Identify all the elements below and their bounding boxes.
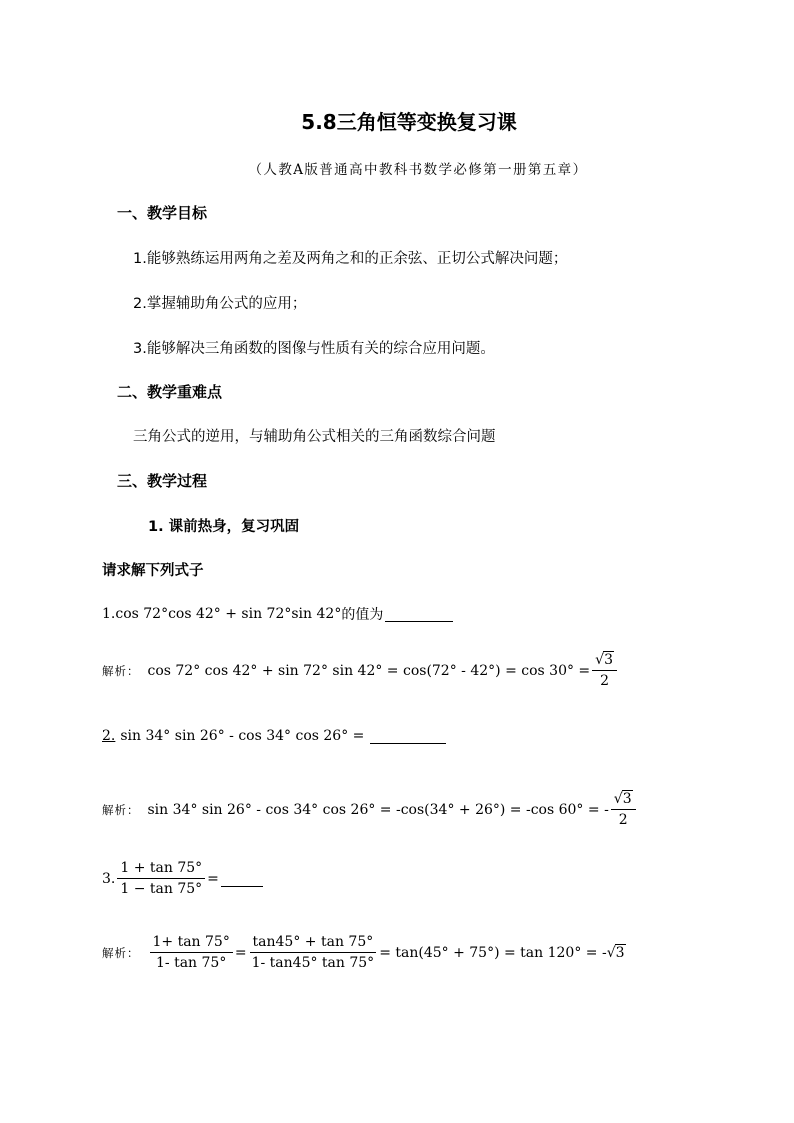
problem-expression: cos 72°cos 42° + sin 72°sin 42° [115,606,342,622]
solution-3 [102,934,626,971]
answer-blank[interactable] [385,606,453,622]
objective-item: 2.掌握辅助角公式的应用； [133,296,307,312]
solution-label: 解析： [102,663,140,678]
problem-fraction: $\frac{1 + \tan 75^\circ}{1 - \tan 75^\circ}$ [117,860,205,897]
exercise-prompt: 请求解下列式子 [102,563,204,579]
objective-item: 3.能够解决三角函数的图像与性质有关的综合应用问题。 [133,341,495,357]
subsection-heading: 1. 课前热身，复习巩固 [148,519,300,535]
solution-fraction-2: $\frac{\tan 45^\circ + \tan 75^\circ}{1- \tan 45^\circ \tan 75^\circ}$ [249,934,378,971]
solution-label: 解析： [102,945,140,960]
solution-tail: = tan(45° + 75°) = tan 120° = - [379,944,607,961]
problem-number: 2. [102,728,116,744]
objective-item: 1.能够熟练运用两角之差及两角之和的正余弦、正切公式解决问题； [133,251,568,267]
problem-1 [102,604,453,624]
problem-number: 3. [102,870,116,887]
solution-1 [102,652,619,689]
sqrt-symbol: √3 [606,944,625,961]
problem-suffix: 的值为 [341,607,384,623]
problem-number: 1. [102,606,116,622]
document-title: 5.8三角恒等变换复习课 [301,110,517,134]
answer-blank[interactable] [221,871,263,887]
problem-expression: sin 34° sin 26° - cos 34° cos 26° = [120,728,365,744]
solution-fraction: $\frac{√3}{2}$ [611,791,636,828]
solution-fraction: $\frac{√3}{2}$ [592,652,617,689]
sqrt-symbol: √3 [613,791,632,807]
key-points-text: 三角公式的逆用，与辅助角公式相关的三角函数综合问题 [133,429,496,445]
solution-expression: sin 34° sin 26° - cos 34° cos 26° = -cos(34° + 26°) = -cos 60° = - [147,801,609,818]
solution-fraction-1: $\frac{1+ \tan 75^\circ}{1- \tan 75^\circ}$ [150,934,233,971]
equals-sign: = [234,944,247,961]
solution-expression: cos 72° cos 42° + sin 72° sin 42° = cos(72° - 42°) = cos 30° = [147,662,591,679]
section-heading-objectives: 一、教学目标 [117,204,208,222]
section-heading-process: 三、教学过程 [117,472,208,490]
answer-blank[interactable] [370,728,446,744]
problem-2 [102,728,446,744]
document-subtitle: （人教A版普通高中教科书数学必修第一册第五章） [248,162,588,178]
solution-2 [102,791,638,828]
sqrt-symbol: √3 [595,652,613,668]
section-heading-key-points: 二、教学重难点 [117,383,223,401]
solution-label: 解析： [102,802,140,817]
equals-sign: = [207,870,219,887]
problem-3 [102,860,263,897]
